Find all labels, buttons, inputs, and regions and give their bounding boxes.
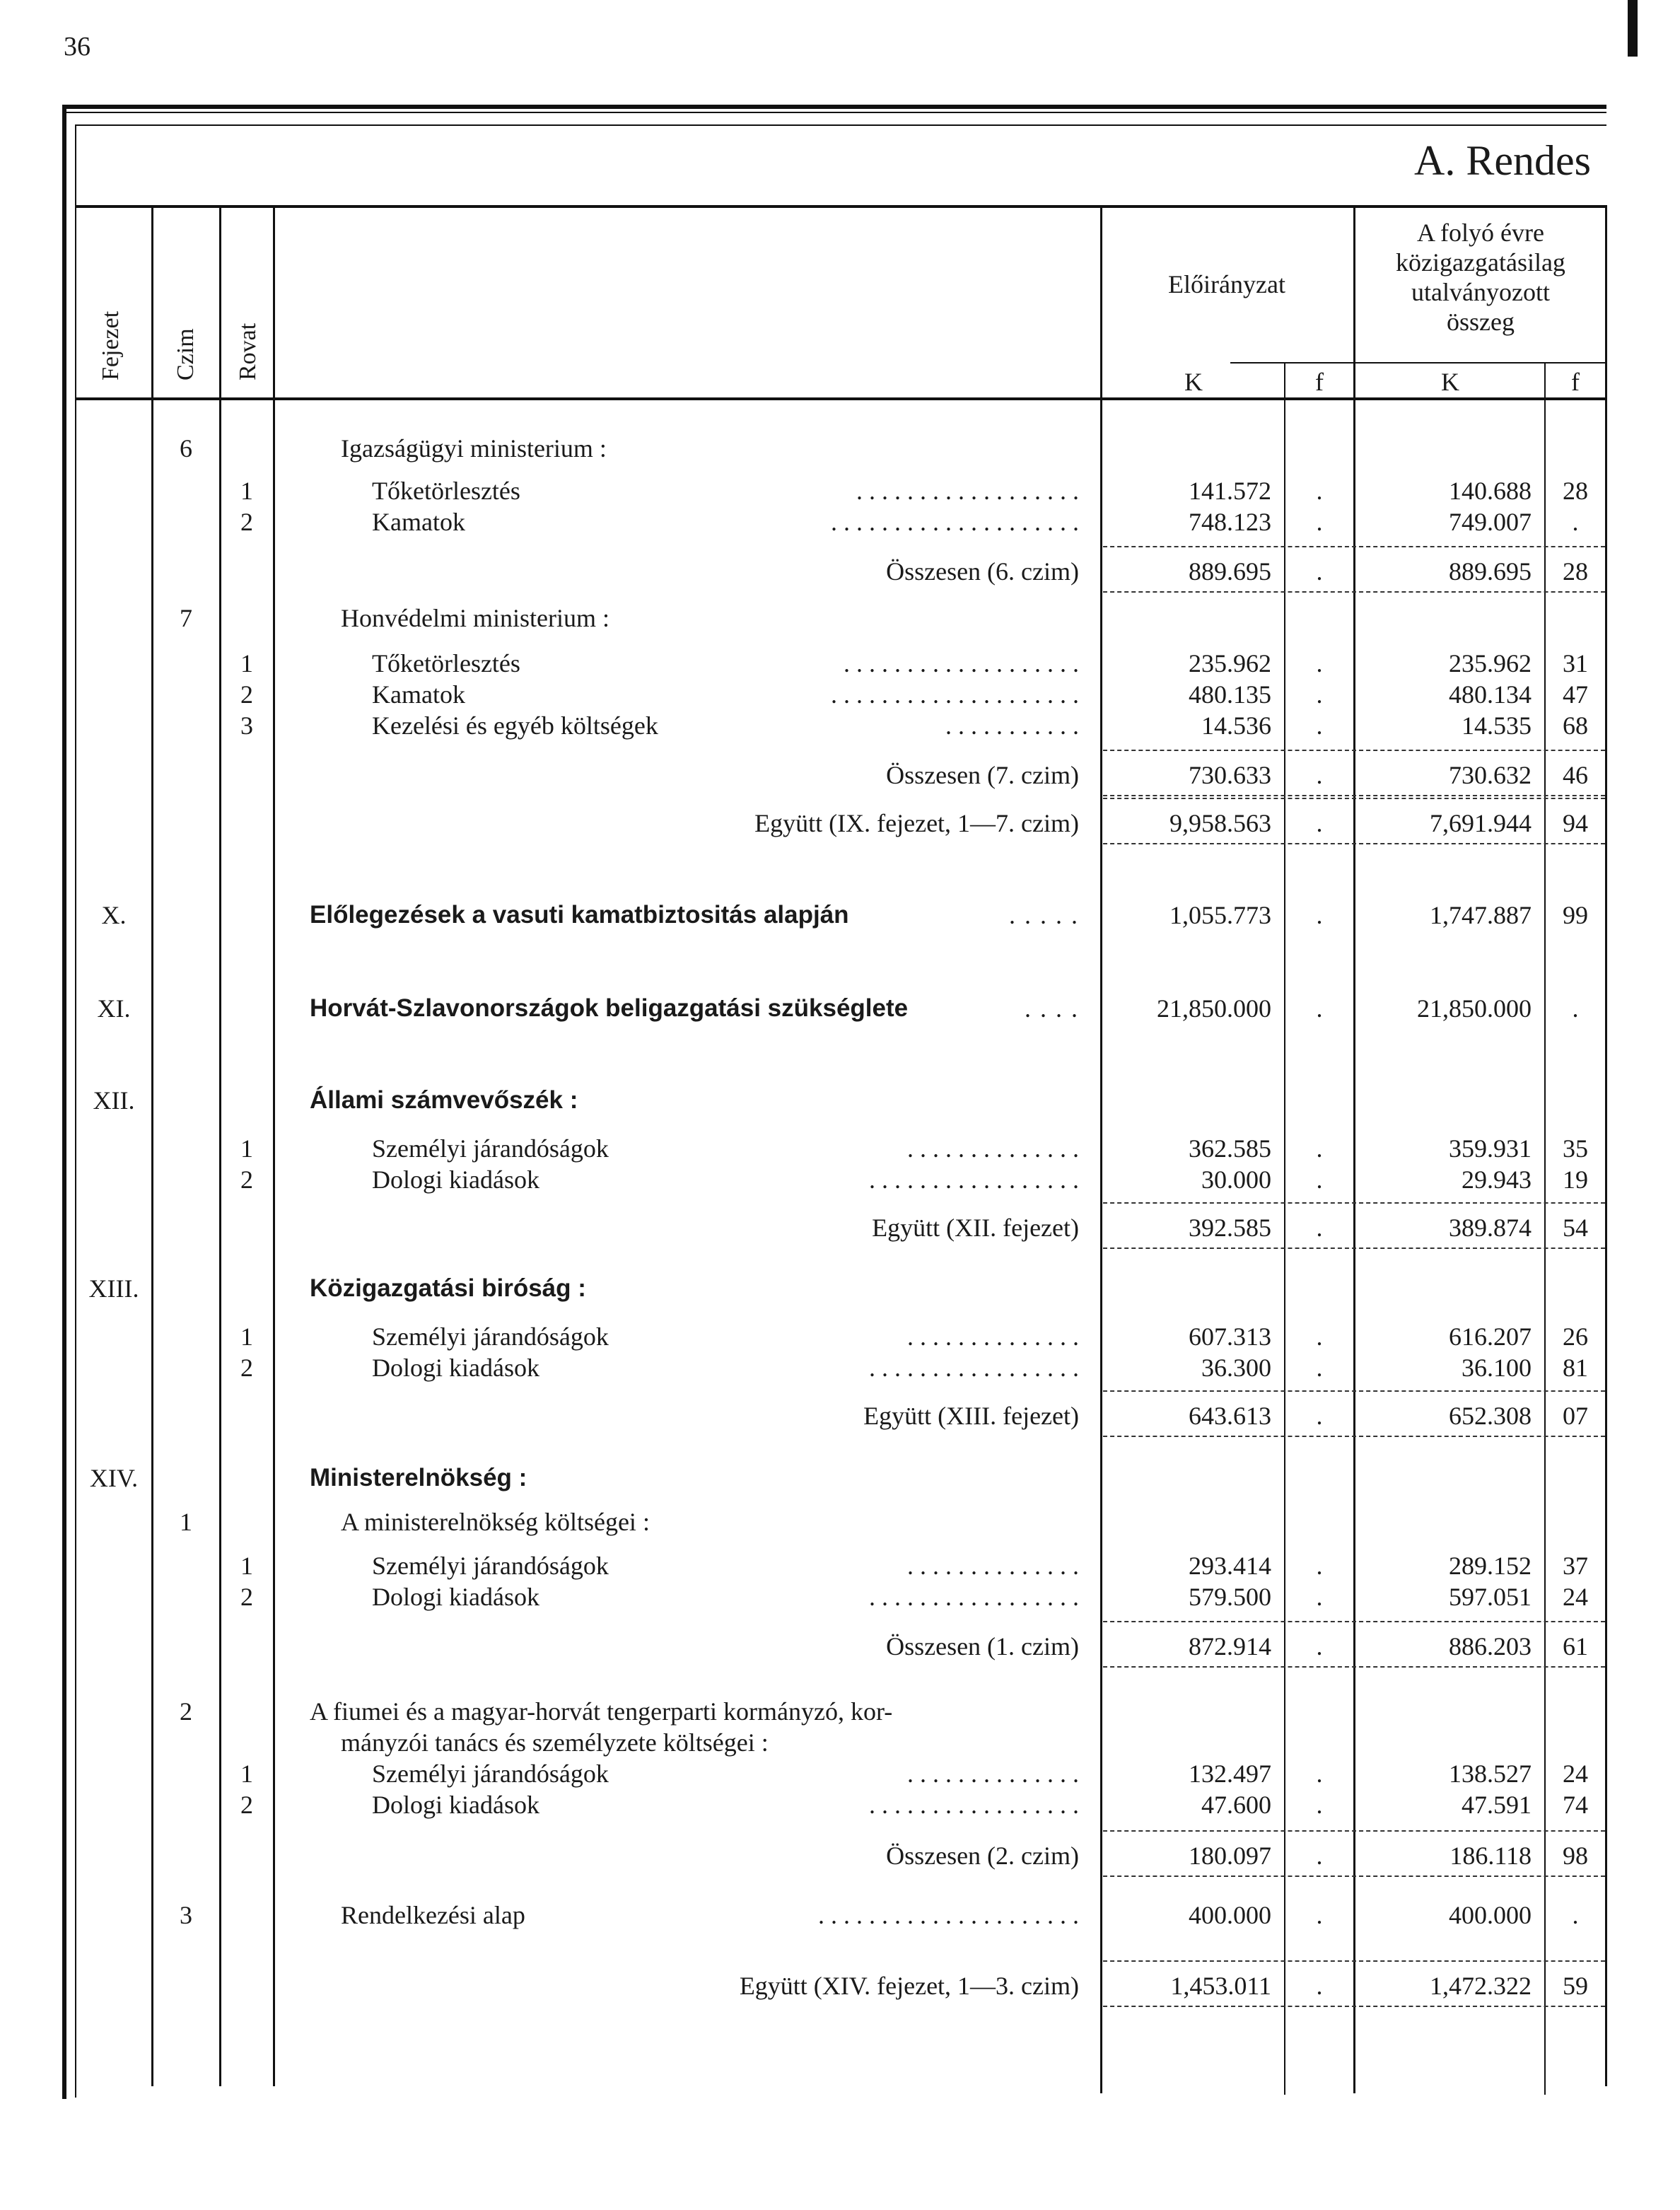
eloiranyzat-korona: 9,958.563 xyxy=(1169,809,1271,837)
leader-dots: . . . . . . . . . . . . . . . . . . . xyxy=(844,649,1079,677)
utalvanyozott-korona: 597.051 xyxy=(1449,1583,1532,1611)
eloiranyzat-filler: . xyxy=(1316,1791,1323,1819)
utalvanyozott-korona: 36.100 xyxy=(1462,1354,1532,1382)
utalvanyozott-korona: 140.688 xyxy=(1449,477,1532,505)
utalvanyozott-korona: 29.943 xyxy=(1462,1165,1532,1194)
utalvanyozott-korona: 47.591 xyxy=(1462,1791,1532,1819)
leader-dots: . . . . . . . . . . . . . . . . . xyxy=(869,1791,1079,1819)
row-label: Személyi járandóságok xyxy=(372,1760,609,1788)
utalvanyozott-korona: 889.695 xyxy=(1449,557,1532,586)
eloiranyzat-korona: 141.572 xyxy=(1189,477,1271,505)
utalvanyozott-korona: 289.152 xyxy=(1449,1552,1532,1580)
utalvanyozott-korona: 7,691.944 xyxy=(1430,809,1532,837)
rovat-number: 2 xyxy=(240,1354,253,1382)
utalvanyozott-korona: 359.931 xyxy=(1449,1134,1532,1163)
eloiranyzat-filler: . xyxy=(1316,1354,1323,1382)
leader-dots: . . . . . . . . . . . . . . . . . . . . . xyxy=(818,1901,1079,1929)
sum-rule xyxy=(1103,750,1605,751)
sum-rule xyxy=(1103,1390,1605,1392)
header-uk: K xyxy=(1441,368,1459,396)
utalvanyozott-filler: 47 xyxy=(1563,680,1588,709)
sum-rule xyxy=(1103,798,1605,799)
czim-number: 2 xyxy=(180,1697,192,1726)
utalvanyozott-korona: 389.874 xyxy=(1449,1214,1532,1242)
eloiranyzat-korona: 14.536 xyxy=(1201,711,1271,740)
eloiranyzat-filler: . xyxy=(1316,680,1323,709)
czim-number: 1 xyxy=(180,1508,192,1536)
eloiranyzat-filler: . xyxy=(1316,1901,1323,1929)
eloiranyzat-filler: . xyxy=(1316,1134,1323,1163)
utalvanyozott-korona: 730.632 xyxy=(1449,761,1532,789)
eloiranyzat-korona: 730.633 xyxy=(1189,761,1271,789)
chapter-title: Közigazgatási biróság : xyxy=(310,1274,586,1302)
chapter-title: Horvát-Szlavonországok beligazgatási szükséglete xyxy=(310,994,909,1022)
row-label: Rendelkezési alap xyxy=(341,1901,525,1929)
eloiranyzat-filler: . xyxy=(1316,1583,1323,1611)
header-eloiranyzat: Előirányzat xyxy=(1168,270,1285,298)
utalvanyozott-filler: 24 xyxy=(1563,1760,1588,1788)
row-label: A fiumei és a magyar-horvát tengerparti kormányzó, kor- xyxy=(310,1697,893,1726)
row-label: Honvédelmi ministerium : xyxy=(341,604,609,632)
row-label: Dologi kiadások xyxy=(372,1165,539,1194)
rovat-number: 3 xyxy=(240,711,253,740)
sum-rule-below xyxy=(1103,1875,1605,1877)
leader-dots: . . . . . . . . . . . . . . xyxy=(907,1760,1079,1788)
leader-dots: . . . . . . . . . . . . . . xyxy=(907,1552,1079,1580)
czim-number: 7 xyxy=(180,604,192,632)
eloiranyzat-korona: 1,453.011 xyxy=(1170,1972,1271,2000)
eloiranyzat-filler: . xyxy=(1316,1322,1323,1351)
row-label: Dologi kiadások xyxy=(372,1354,539,1382)
top-rule-thin xyxy=(62,112,1606,113)
rovat-number: 1 xyxy=(240,477,253,505)
chapter-title: Ministerelnökség : xyxy=(310,1464,527,1491)
row-label: Dologi kiadások xyxy=(372,1791,539,1819)
eloiranyzat-korona: 480.135 xyxy=(1189,680,1271,709)
eloiranyzat-korona: 889.695 xyxy=(1189,557,1271,586)
czim-number: 3 xyxy=(180,1901,192,1929)
utalvanyozott-filler: 28 xyxy=(1563,557,1588,586)
utalvanyozott-filler: 74 xyxy=(1563,1791,1588,1819)
sum-rule xyxy=(1103,1830,1605,1832)
eloiranyzat-filler: . xyxy=(1316,1402,1323,1430)
leader-dots: . . . . . . . . . . . . . . . . . . . . xyxy=(831,680,1079,709)
eloiranyzat-filler: . xyxy=(1316,711,1323,740)
fejezet-number: XI. xyxy=(97,994,131,1023)
eloiranyzat-korona: 21,850.000 xyxy=(1157,994,1271,1023)
sum-rule-below xyxy=(1103,1248,1605,1249)
row-label: Személyi járandóságok xyxy=(372,1134,609,1163)
fejezet-number: X. xyxy=(101,901,127,929)
rovat-number: 2 xyxy=(240,680,253,709)
eloiranyzat-korona: 30.000 xyxy=(1201,1165,1271,1194)
total-label: Összesen (6. czim) xyxy=(886,557,1079,586)
header-ek: K xyxy=(1184,368,1203,396)
eloiranyzat-korona: 392.585 xyxy=(1189,1214,1271,1242)
utalvanyozott-filler: 24 xyxy=(1563,1583,1588,1611)
czim-number: 6 xyxy=(180,434,192,463)
rovat-number: 1 xyxy=(240,1322,253,1351)
utalvanyozott-korona: 400.000 xyxy=(1449,1901,1532,1929)
rovat-number: 1 xyxy=(240,1760,253,1788)
rovat-number: 2 xyxy=(240,1165,253,1194)
eloiranyzat-filler: . xyxy=(1316,1165,1323,1194)
fejezet-number: XIV. xyxy=(89,1464,139,1492)
utalvanyozott-korona: 616.207 xyxy=(1449,1322,1532,1351)
utalvanyozott-korona: 652.308 xyxy=(1449,1402,1532,1430)
top-rule xyxy=(62,105,1606,109)
total-label: Összesen (7. czim) xyxy=(886,761,1079,789)
rovat-number: 1 xyxy=(240,1552,253,1580)
sum-rule-below xyxy=(1103,795,1605,796)
utalvanyozott-korona: 1,747.887 xyxy=(1430,901,1532,929)
fejezet-number: XIII. xyxy=(88,1274,139,1303)
header-utalvanyozott-2: közigazgatásilag xyxy=(1396,248,1565,277)
sum-rule xyxy=(1103,1202,1605,1204)
row-label: Tőketörlesztés xyxy=(372,477,520,505)
eloiranyzat-korona: 362.585 xyxy=(1189,1134,1271,1163)
edge-mark xyxy=(1628,0,1638,57)
leader-dots: . . . . . . . . . . . . . . . . . xyxy=(869,1165,1079,1194)
row-label: Kamatok xyxy=(372,680,465,709)
sum-rule-below xyxy=(1103,591,1605,593)
eloiranyzat-filler: . xyxy=(1316,477,1323,505)
leader-dots: . . . . . . . . . . . . . . . . . . . . xyxy=(831,508,1079,536)
header-uf: f xyxy=(1571,368,1580,396)
rovat-number: 2 xyxy=(240,1583,253,1611)
total-label: Együtt (XIII. fejezet) xyxy=(863,1402,1079,1430)
left-border xyxy=(62,105,66,2099)
eloiranyzat-korona: 400.000 xyxy=(1189,1901,1271,1929)
header-utalvanyozott-1: A folyó évre xyxy=(1417,219,1544,247)
utalvanyozott-korona: 186.118 xyxy=(1449,1842,1532,1870)
rovat-number: 2 xyxy=(240,508,253,536)
utalvanyozott-filler: 35 xyxy=(1563,1134,1588,1163)
utalvanyozott-korona: 480.134 xyxy=(1449,680,1532,709)
utalvanyozott-korona: 14.535 xyxy=(1462,711,1532,740)
total-label: Együtt (XIV. fejezet, 1—3. czim) xyxy=(739,1972,1079,2000)
utalvanyozott-korona: 235.962 xyxy=(1449,649,1532,677)
utalvanyozott-filler: 59 xyxy=(1563,1972,1588,2000)
rovat-number: 2 xyxy=(240,1791,253,1819)
col-ef-line xyxy=(1353,205,1355,2093)
leader-dots: . . . . . . . . . . . . . . . . . xyxy=(869,1583,1079,1611)
leader-dots: . . . . xyxy=(1025,994,1079,1023)
eloiranyzat-korona: 293.414 xyxy=(1189,1552,1271,1580)
leader-dots: . . . . . . . . . . . . . . . . . xyxy=(869,1354,1079,1382)
eloiranyzat-korona: 1,055.773 xyxy=(1169,901,1271,929)
utalvanyozott-korona: 1,472.322 xyxy=(1430,1972,1532,2000)
header-czim: Czim xyxy=(173,328,199,380)
utalvanyozott-filler: 98 xyxy=(1563,1842,1588,1870)
sum-rule xyxy=(1103,1621,1605,1622)
row-label: Tőketörlesztés xyxy=(372,649,520,677)
sum-rule-below xyxy=(1103,2006,1605,2007)
utalvanyozott-filler: 07 xyxy=(1563,1402,1588,1430)
eloiranyzat-filler: . xyxy=(1316,1760,1323,1788)
eloiranyzat-filler: . xyxy=(1316,1632,1323,1661)
total-label: Együtt (IX. fejezet, 1—7. czim) xyxy=(754,809,1079,837)
utalvanyozott-filler: 28 xyxy=(1563,477,1588,505)
fejezet-number: XII. xyxy=(93,1086,135,1115)
utalvanyozott-korona: 138.527 xyxy=(1449,1760,1532,1788)
chapter-title: Előlegezések a vasuti kamatbiztositás alapján xyxy=(310,901,849,929)
utalvanyozott-filler: 31 xyxy=(1563,649,1588,677)
utalvanyozott-filler: 61 xyxy=(1563,1632,1588,1661)
utalvanyozott-filler: . xyxy=(1572,994,1579,1023)
sum-rule-below xyxy=(1103,843,1605,844)
row-label: Kezelési és egyéb költségek xyxy=(372,711,658,740)
eloiranyzat-korona: 872.914 xyxy=(1189,1632,1271,1661)
total-label: Együtt (XII. fejezet) xyxy=(872,1214,1079,1242)
header-utalvanyozott-3: utalványozott xyxy=(1411,278,1550,306)
row-label: A ministerelnökség költségei : xyxy=(341,1508,650,1536)
header-bottom-rule xyxy=(75,397,1606,400)
eloiranyzat-korona: 643.613 xyxy=(1189,1402,1271,1430)
utalvanyozott-korona: 21,850.000 xyxy=(1417,994,1532,1023)
eloiranyzat-filler: . xyxy=(1316,901,1323,929)
eloiranyzat-korona: 607.313 xyxy=(1189,1322,1271,1351)
rovat-number: 1 xyxy=(240,1134,253,1163)
col-fejezet-line xyxy=(151,205,153,2086)
col-label-line xyxy=(1100,205,1102,2093)
sum-rule xyxy=(1103,546,1605,547)
leader-dots: . . . . . . . . . . . . . . xyxy=(907,1322,1079,1351)
eloiranyzat-filler: . xyxy=(1316,1842,1323,1870)
title-rule xyxy=(75,124,1606,126)
utalvanyozott-filler: 19 xyxy=(1563,1165,1588,1194)
rovat-number: 1 xyxy=(240,649,253,677)
leader-dots: . . . . . . . . . . . . . . xyxy=(907,1134,1079,1163)
total-label: Összesen (2. czim) xyxy=(886,1842,1079,1870)
utalvanyozott-filler: . xyxy=(1572,508,1579,536)
eloiranyzat-filler: . xyxy=(1316,761,1323,789)
eloiranyzat-korona: 132.497 xyxy=(1189,1760,1271,1788)
header-top-rule xyxy=(75,205,1606,208)
utalvanyozott-korona: 749.007 xyxy=(1449,508,1532,536)
row-label: Személyi járandóságok xyxy=(372,1552,609,1580)
eloiranyzat-filler: . xyxy=(1316,1214,1323,1242)
utalvanyozott-filler: 81 xyxy=(1563,1354,1588,1382)
row-label: Kamatok xyxy=(372,508,465,536)
utalvanyozott-filler: 37 xyxy=(1563,1552,1588,1580)
eloiranyzat-filler: . xyxy=(1316,1972,1323,2000)
col-rovat-line xyxy=(273,205,275,2086)
sum-rule xyxy=(1103,1960,1605,1962)
utalvanyozott-filler: 99 xyxy=(1563,901,1588,929)
header-ef: f xyxy=(1315,368,1324,396)
row-label: Dologi kiadások xyxy=(372,1583,539,1611)
utalvanyozott-filler: 54 xyxy=(1563,1214,1588,1242)
utalvanyozott-filler: 46 xyxy=(1563,761,1588,789)
header-fejezet: Fejezet xyxy=(98,310,124,380)
section-title: A. Rendes xyxy=(1414,137,1591,184)
header-rovat: Rovat xyxy=(235,322,261,380)
row-label-cont: mányzói tanács és személyzete költségei : xyxy=(341,1728,769,1757)
utalvanyozott-filler: . xyxy=(1572,1901,1579,1929)
right-border xyxy=(1605,205,1607,2086)
leader-dots: . . . . . . . . . . . xyxy=(945,711,1079,740)
utalvanyozott-filler: 94 xyxy=(1563,809,1588,837)
eloiranyzat-korona: 36.300 xyxy=(1201,1354,1271,1382)
eloiranyzat-filler: . xyxy=(1316,1552,1323,1580)
eloiranyzat-filler: . xyxy=(1316,649,1323,677)
header-utalvanyozott-4: összeg xyxy=(1447,308,1515,336)
eloiranyzat-filler: . xyxy=(1316,508,1323,536)
leader-dots: . . . . . xyxy=(1009,901,1079,929)
chapter-title: Állami számvevőszék : xyxy=(310,1086,578,1114)
utalvanyozott-filler: 68 xyxy=(1563,711,1588,740)
page-number: 36 xyxy=(64,32,91,62)
eloiranyzat-filler: . xyxy=(1316,557,1323,586)
utalvanyozott-filler: 26 xyxy=(1563,1322,1588,1351)
utalvanyozott-korona: 886.203 xyxy=(1449,1632,1532,1661)
subheader-rule xyxy=(1230,362,1606,364)
sum-rule-below xyxy=(1103,1666,1605,1668)
eloiranyzat-filler: . xyxy=(1316,809,1323,837)
eloiranyzat-korona: 748.123 xyxy=(1189,508,1271,536)
leader-dots: . . . . . . . . . . . . . . . . . . xyxy=(856,477,1079,505)
row-label: Személyi járandóságok xyxy=(372,1322,609,1351)
eloiranyzat-korona: 235.962 xyxy=(1189,649,1271,677)
eloiranyzat-korona: 180.097 xyxy=(1189,1842,1271,1870)
total-label: Összesen (1. czim) xyxy=(886,1632,1079,1661)
eloiranyzat-korona: 579.500 xyxy=(1189,1583,1271,1611)
eloiranyzat-filler: . xyxy=(1316,994,1323,1023)
eloiranyzat-korona: 47.600 xyxy=(1201,1791,1271,1819)
sum-rule-below xyxy=(1103,1436,1605,1437)
row-label: Igazságügyi ministerium : xyxy=(341,434,607,463)
